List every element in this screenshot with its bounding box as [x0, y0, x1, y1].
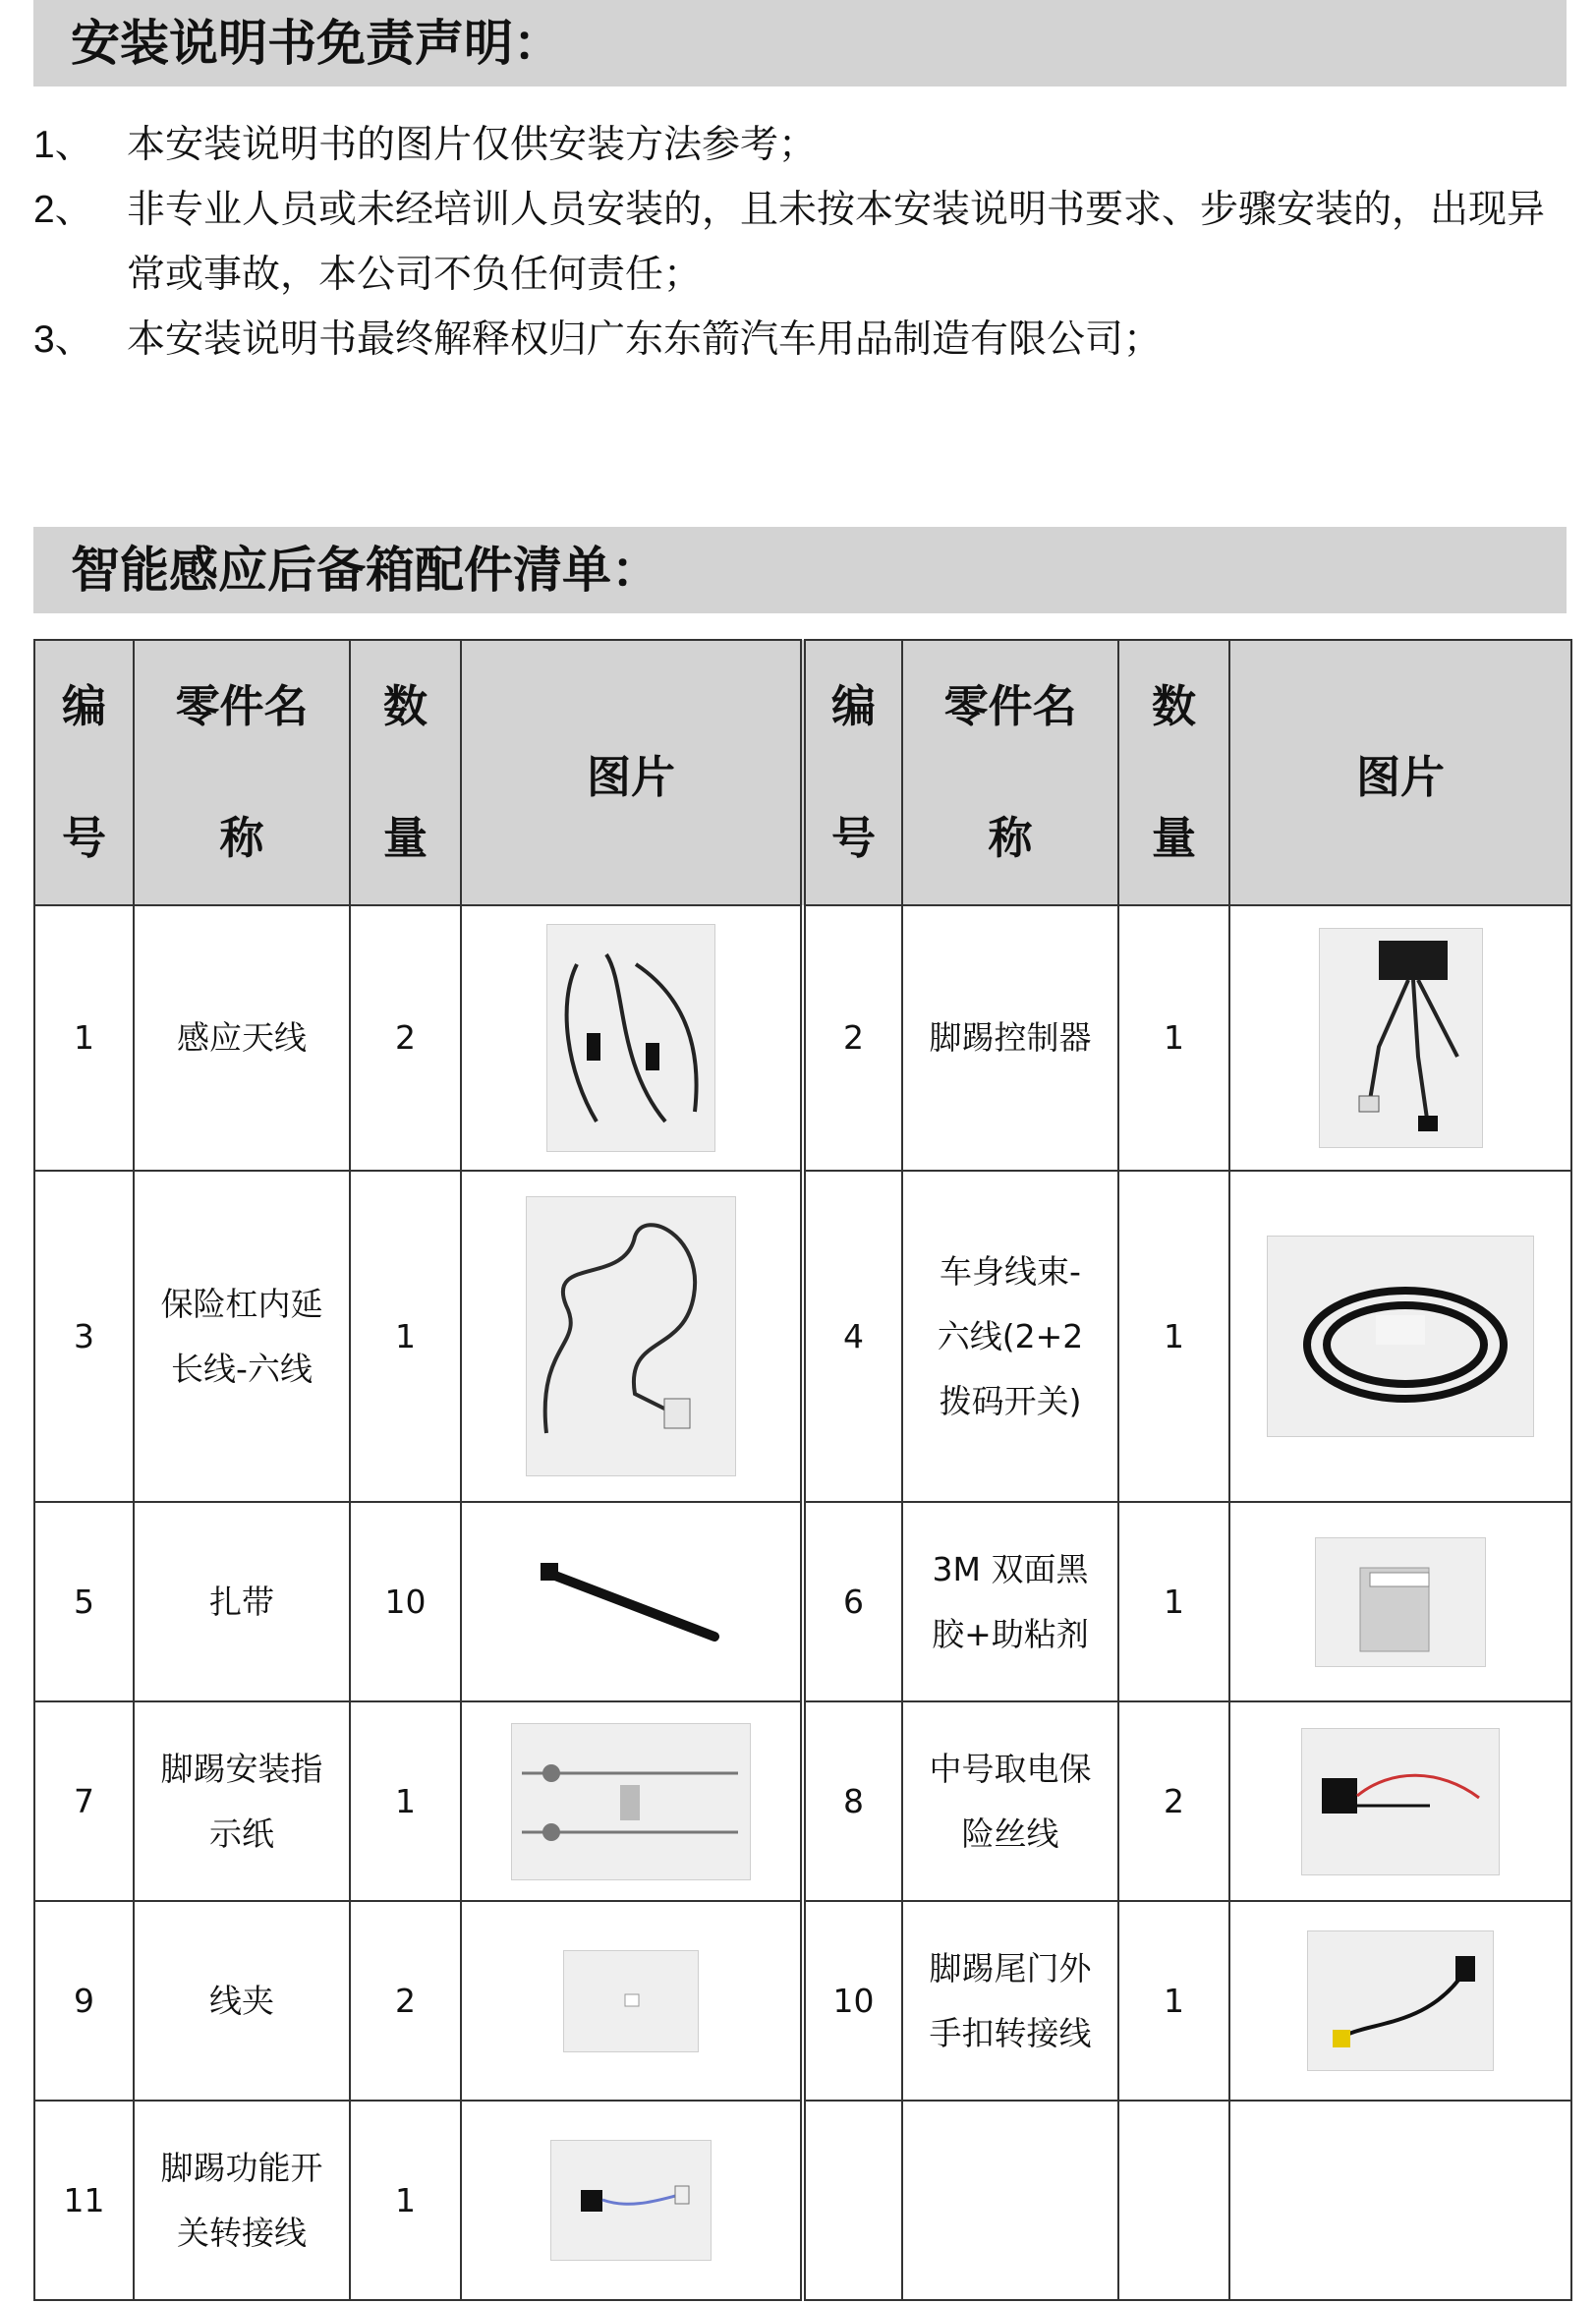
part-name: 线夹 — [134, 1901, 350, 2101]
table-header-row — [34, 640, 1571, 905]
header-pic: 图片 — [1229, 640, 1571, 905]
header-qty: 数 量 — [1118, 640, 1229, 905]
body-harness-photo — [1267, 1236, 1534, 1437]
part-num: 4 — [803, 1171, 902, 1502]
item-text: 非专业人员或未经培训人员安装的，且未按本安装说明书要求、步骤安装的，出现异常或事故，本公司不负任何责任； — [127, 188, 1546, 297]
table-row — [34, 1701, 1571, 1901]
table-row — [34, 2101, 1571, 2300]
part-num: 1 — [34, 905, 134, 1171]
fuse-wire-photo — [1301, 1728, 1500, 1875]
part-name: 脚踢控制器 — [902, 905, 1118, 1171]
wire-clip-photo — [563, 1950, 699, 2052]
antenna-photo — [546, 924, 715, 1152]
table-row — [34, 1901, 1571, 2101]
part-pic-cell — [461, 1901, 803, 2101]
table-row — [34, 905, 1571, 1171]
guide-paper-photo — [511, 1723, 751, 1880]
part-num: 6 — [803, 1502, 902, 1701]
disclaimer-item — [33, 113, 1576, 178]
part-name: 保险杠内延 长线-六线 — [134, 1171, 350, 1502]
header-name: 零件名 称 — [902, 640, 1118, 905]
extension-cable-photo — [526, 1196, 736, 1476]
part-qty: 1 — [1118, 1901, 1229, 2101]
part-qty: 1 — [1118, 1171, 1229, 1502]
part-qty: 2 — [350, 1901, 461, 2101]
part-pic-cell — [1229, 2101, 1571, 2300]
header-num: 编 号 — [34, 640, 134, 905]
part-name: 脚踢安装指 示纸 — [134, 1701, 350, 1901]
part-pic-cell — [1229, 1701, 1571, 1901]
part-qty: 2 — [350, 905, 461, 1171]
part-pic-cell — [1229, 905, 1571, 1171]
part-qty: 1 — [350, 2101, 461, 2300]
part-name: 脚踢尾门外 手扣转接线 — [902, 1901, 1118, 2101]
controller-photo — [1319, 928, 1483, 1148]
part-pic-cell — [461, 1502, 803, 1701]
header-qty: 数 量 — [350, 640, 461, 905]
header-num: 编 号 — [803, 640, 902, 905]
item-text: 本安装说明书的图片仅供安装方法参考； — [127, 123, 818, 167]
item-number: 3、 — [33, 318, 93, 361]
part-qty: 1 — [350, 1171, 461, 1502]
part-pic-cell — [461, 905, 803, 1171]
header-name: 零件名 称 — [134, 640, 350, 905]
parts-list-heading: 智能感应后备箱配件清单： — [33, 527, 1567, 613]
part-name — [902, 2101, 1118, 2300]
part-pic-cell — [461, 2101, 803, 2300]
part-pic-cell — [1229, 1171, 1571, 1502]
item-text: 本安装说明书最终解释权归广东东箭汽车用品制造有限公司； — [127, 317, 1163, 362]
part-qty: 2 — [1118, 1701, 1229, 1901]
part-name: 感应天线 — [134, 905, 350, 1171]
part-name: 车身线束- 六线(2+2 拨码开关) — [902, 1171, 1118, 1502]
part-num — [803, 2101, 902, 2300]
disclaimer-heading: 安装说明书免责声明： — [33, 0, 1567, 86]
part-qty: 1 — [350, 1701, 461, 1901]
tailgate-adapter-photo — [1307, 1930, 1494, 2071]
switch-adapter-photo — [550, 2140, 712, 2261]
table-row — [34, 1171, 1571, 1502]
table-row — [34, 1502, 1571, 1701]
part-num: 10 — [803, 1901, 902, 2101]
part-name: 3M 双面黑 胶+助粘剂 — [902, 1502, 1118, 1701]
part-name: 中号取电保 险丝线 — [902, 1701, 1118, 1901]
disclaimer-item — [33, 178, 1576, 308]
header-pic: 图片 — [461, 640, 803, 905]
disclaimer-list — [33, 113, 1576, 373]
part-name: 脚踢功能开 关转接线 — [134, 2101, 350, 2300]
part-num: 5 — [34, 1502, 134, 1701]
disclaimer-item — [33, 308, 1576, 373]
part-pic-cell — [461, 1701, 803, 1901]
cable-tie-photo — [533, 1553, 729, 1651]
tape-primer-photo — [1315, 1537, 1486, 1667]
part-qty — [1118, 2101, 1229, 2300]
part-pic-cell — [1229, 1502, 1571, 1701]
part-name: 扎带 — [134, 1502, 350, 1701]
part-num: 11 — [34, 2101, 134, 2300]
part-num: 9 — [34, 1901, 134, 2101]
part-num: 8 — [803, 1701, 902, 1901]
part-pic-cell — [1229, 1901, 1571, 2101]
part-num: 3 — [34, 1171, 134, 1502]
part-qty: 1 — [1118, 905, 1229, 1171]
part-qty: 1 — [1118, 1502, 1229, 1701]
part-qty: 10 — [350, 1502, 461, 1701]
parts-table — [33, 639, 1572, 2301]
part-num: 2 — [803, 905, 902, 1171]
item-number: 1、 — [33, 124, 93, 166]
part-pic-cell — [461, 1171, 803, 1502]
part-num: 7 — [34, 1701, 134, 1901]
item-number: 2、 — [33, 189, 93, 231]
